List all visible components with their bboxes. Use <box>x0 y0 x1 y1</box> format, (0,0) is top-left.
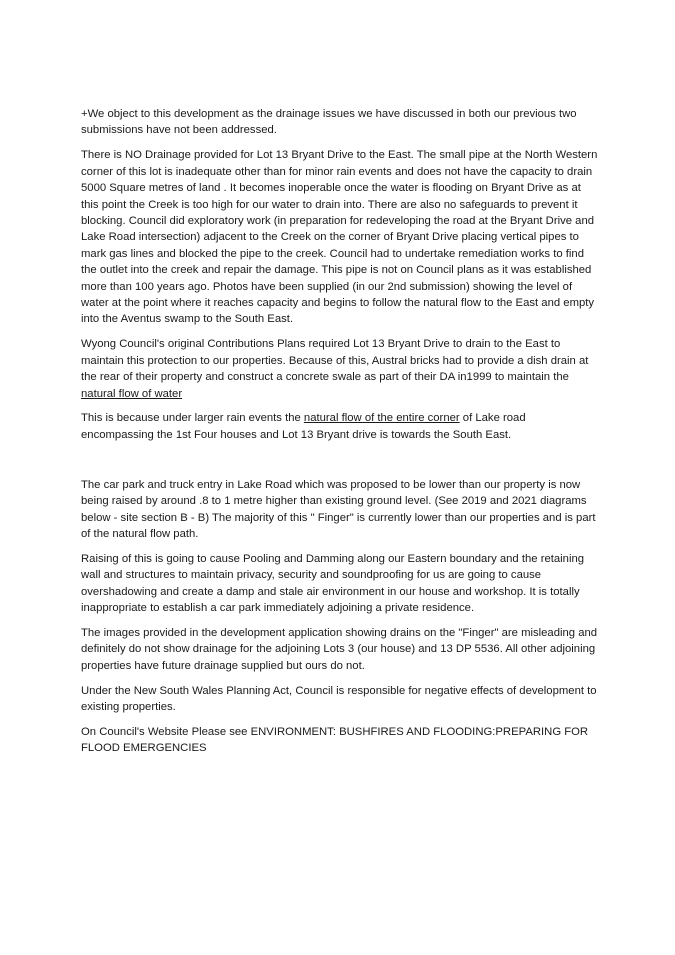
paragraph-council-website: On Council's Website Please see ENVIRONMENT: BUSHFIRES AND FLOODING:PREPARING FOR FLOOD EMERGENCIES <box>81 726 589 755</box>
natural-flow-underlined: natural flow of water <box>81 387 183 400</box>
paragraph-larger-rain-events <box>81 410 601 443</box>
paragraph-no-drainage: There is NO Drainage provided for Lot 13 Bryant Drive to the East. The small pipe at the North Western corner of this lot is inadequate other than for minor rain events and does not have the capacity to drain 5000 Square metres of land . It becomes inoperable once the water is flooding on Bryant Drive as at this point the Creek is too high for our water to drain into. There are also no safeguards to prevent it blocking. Council did exploratory work (in preparation for redeveloping the road at the Bryant Drive and Lake Road intersection) adjacent to the Creek on the corner of Bryant Drive placing vertical pipes to mark gas lines and blocked the pipe to the creek. Council had to undertake remediation works to find the outlet into the creek and repair the damage. This pipe is not on Council plans as it was established more than 100 years ago. Photos have been supplied (in our 2nd submission) showing the level of water at the point where it reaches capacity and begins to follow the natural flow to the East and empty into the Aventus swamp to the South East. <box>81 149 598 326</box>
paragraph-objection: +We object to this development as the drainage issues we have discussed in both our previous two submissions have not been addressed. <box>81 108 577 137</box>
rain-events-text-after: of Lake road encompassing the 1st Four houses and Lot 13 Bryant drive is towards the South East. <box>81 412 526 441</box>
paragraph-contributions-text: Wyong Council's original Contributions Plans required Lot 13 Bryant Drive to drain to the East to maintain this protection to our properties. Because of this, Austral bricks had to provide a dish drain at the rear of their property and construct a concrete swale as part of their DA in1999 to maintain the <box>81 338 589 384</box>
entire-corner-underlined: natural flow of the entire corner <box>303 412 460 425</box>
paragraph-images-misleading: The images provided in the development application showing drains on the "Finger" are misleading and definitely do not show drainage for the adjoining Lots 3 (our house) and 13 DP 5536. All other adjoining properties have future drainage supplied but ours do not. <box>81 626 598 672</box>
paragraph-car-park: The car park and truck entry in Lake Road which was proposed to be lower than our property is now being raised by around .8 to 1 metre higher than existing ground level. (See 2019 and 2021 diagrams below - site section B - B) The majority of this " Finger" is currently lower than our properties and is part of the natural flow path. <box>81 478 596 540</box>
paragraph-contributions-plan <box>81 336 601 402</box>
paragraph-planning-act: Under the New South Wales Planning Act, Council is responsible for negative effects of development to existing properties. <box>81 684 597 714</box>
document-page <box>81 106 601 765</box>
rain-events-text-before: This is because under larger rain events the <box>81 412 304 425</box>
paragraph-gap <box>81 452 601 477</box>
paragraph-pooling-damming: Raising of this is going to cause Pooling and Damming along our Eastern boundary and the retaining wall and structures to maintain privacy, security and soundproofing for us are going to cause overshadowing and create a damp and stale air environment in our house and workshop. It is totally inappropriate to establish a car park immediately adjoining a private residence. <box>81 552 585 615</box>
